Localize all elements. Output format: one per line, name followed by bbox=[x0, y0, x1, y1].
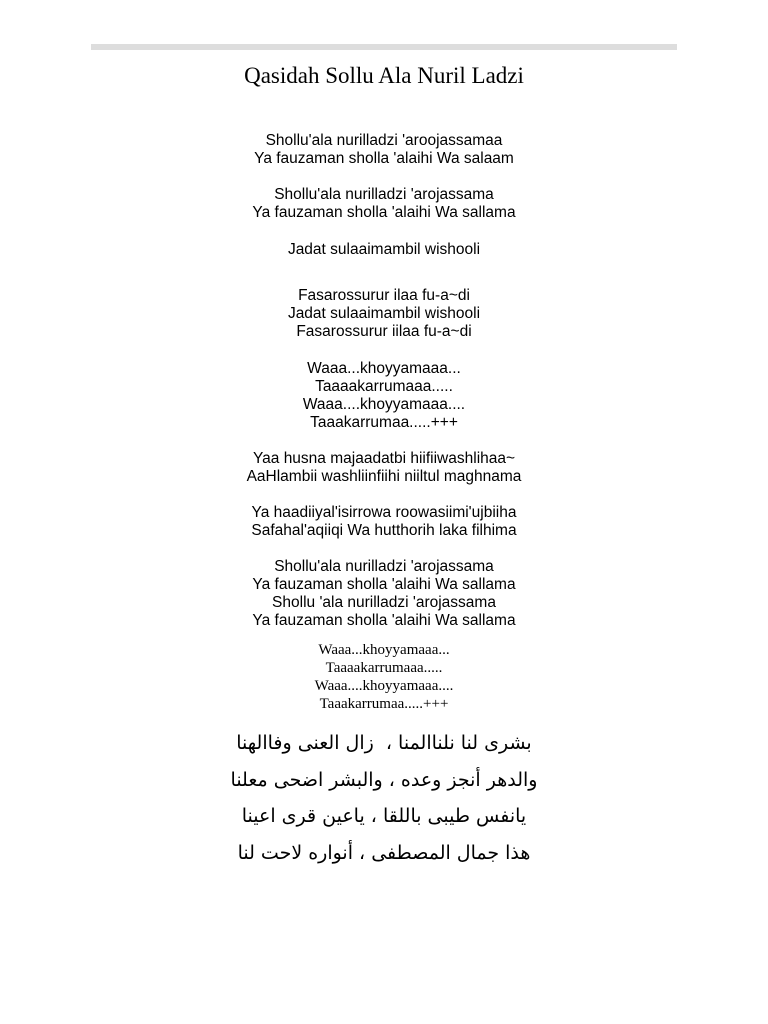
verse-line: AaHlambii washliinfiihi niiltul maghnama bbox=[246, 468, 522, 485]
refrain-line: Taaaakarrumaaa..... bbox=[325, 660, 443, 676]
refrain-block bbox=[0, 641, 768, 713]
verse-line: Ya haadiiyal'isirrowa roowasiimi'ujbiiha bbox=[251, 504, 517, 521]
verse-line: Ya fauzaman sholla 'alaihi Wa sallama bbox=[252, 204, 516, 221]
refrain-line: Taaakarrumaa.....+++ bbox=[319, 696, 449, 712]
stanza-5 bbox=[0, 360, 768, 432]
verse-line: Ya fauzaman sholla 'alaihi Wa salaam bbox=[254, 150, 514, 167]
verse-line: Shollu'ala nurilladzi 'aroojassamaa bbox=[265, 132, 503, 149]
arabic-verse-line: يانفس طيبى باللقا ، ياعين قرى اعينا bbox=[241, 805, 527, 828]
verse-line: Taaakarrumaa.....+++ bbox=[310, 414, 458, 431]
verse-line: Waaa...khoyyamaaa... bbox=[307, 360, 461, 377]
verse-line: Yaa husna majaadatbi hiifiiwashlihaa~ bbox=[252, 450, 516, 467]
stanza-3 bbox=[0, 241, 768, 259]
verse-line: Jadat sulaaimambil wishooli bbox=[287, 241, 481, 258]
arabic-verses bbox=[0, 725, 768, 872]
refrain-line: Waaa....khoyyamaaa.... bbox=[314, 678, 454, 694]
arabic-verse-line: والدهر أنجز وعده ، والبشر اضحى معلنا bbox=[230, 768, 538, 791]
verse-line: Shollu'ala nurilladzi 'arojassama bbox=[274, 558, 494, 575]
stanza-4 bbox=[0, 287, 768, 341]
verse-line: Shollu 'ala nurilladzi 'arojassama bbox=[272, 594, 496, 611]
stanza-6 bbox=[0, 450, 768, 486]
stanza-2 bbox=[0, 186, 768, 222]
verse-line: Shollu'ala nurilladzi 'arojassama bbox=[274, 186, 494, 203]
verse-line: Safahal'aqiiqi Wa hutthorih laka filhima bbox=[251, 522, 517, 539]
verse-line: Waaa....khoyyamaaa.... bbox=[302, 396, 466, 413]
stanza-1 bbox=[0, 132, 768, 168]
verse-line: Jadat sulaaimambil wishooli bbox=[287, 305, 481, 322]
verse-line: Ya fauzaman sholla 'alaihi Wa sallama bbox=[252, 576, 516, 593]
page-title: Qasidah Sollu Ala Nuril Ladzi bbox=[244, 63, 524, 88]
refrain-line: Waaa...khoyyamaaa... bbox=[318, 642, 450, 658]
verse-line: Ya fauzaman sholla 'alaihi Wa sallama bbox=[252, 612, 516, 629]
verse-line: Fasarossurur ilaa fu-a~di bbox=[298, 287, 470, 304]
stanza-7 bbox=[0, 504, 768, 540]
stanza-8 bbox=[0, 558, 768, 630]
arabic-verse-line: هذا جمال المصطفى ، أنواره لاحت لنا bbox=[237, 842, 531, 865]
arabic-verse-line: بشرى لنا نلناالمنا ، زال العنى وفاالهنا bbox=[236, 732, 532, 754]
page-top-rule bbox=[91, 44, 677, 50]
verse-line: Taaaakarrumaaa..... bbox=[315, 378, 453, 395]
verse-line: Fasarossurur iilaa fu-a~di bbox=[296, 323, 472, 340]
